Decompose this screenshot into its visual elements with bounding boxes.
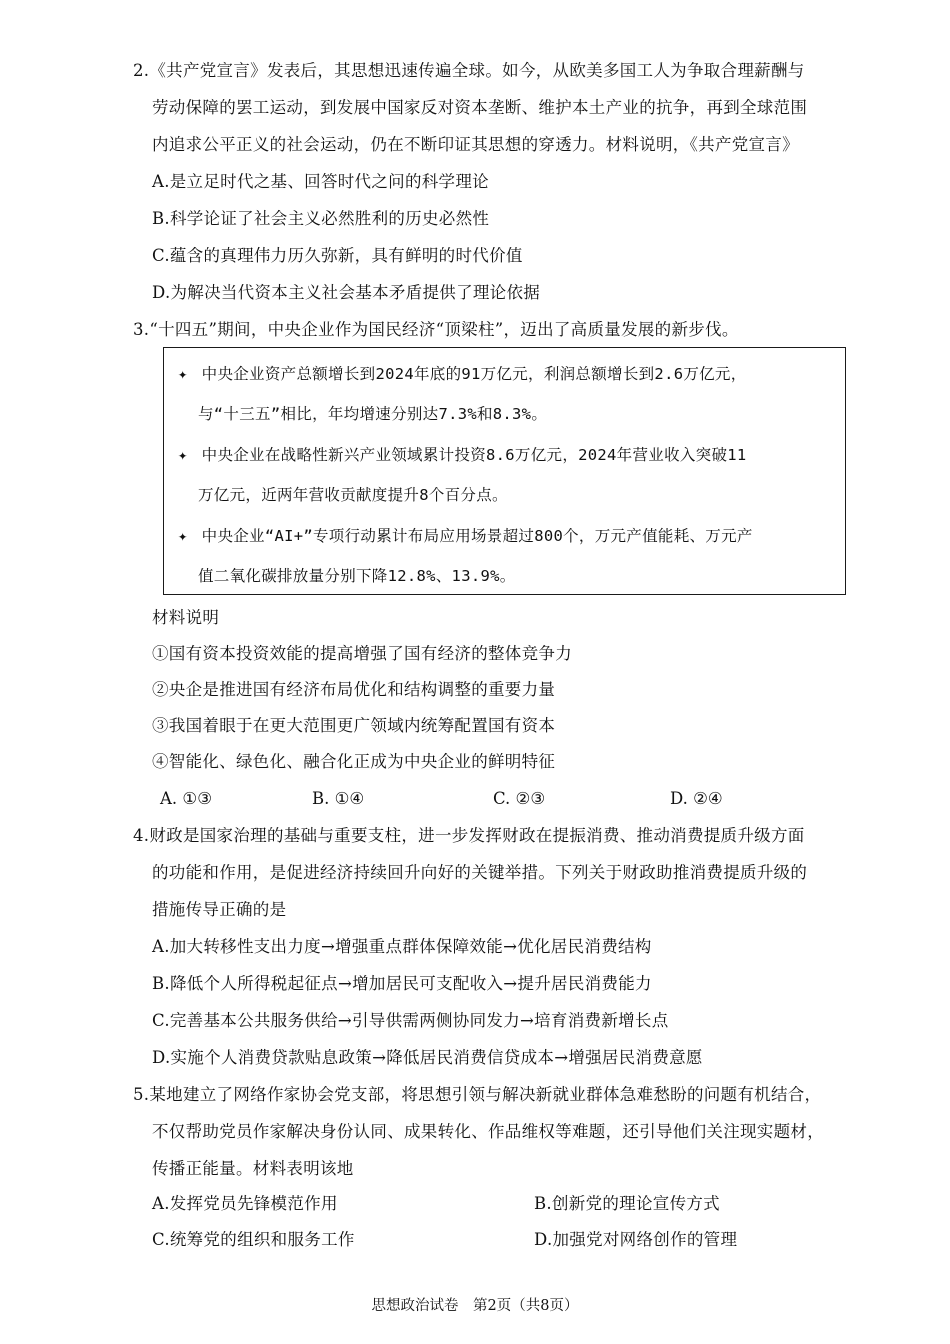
q5-stem-line-2: 不仅帮助党员作家解决身份认同、成果转化、作品维权等难题，还引导他们关注现实题材， — [152, 1122, 824, 1141]
q3-box-item-2-line-1: ✦ 中央企业在战略性新兴产业领域累计投资8.6万亿元，2024年营业收入突破11 — [178, 446, 747, 464]
q3-statement-1: ①国有资本投资效能的提高增强了国有经济的整体竞争力 — [152, 644, 572, 663]
q2-option-c: C.蕴含的真理伟力历久弥新，具有鲜明的时代价值 — [152, 246, 523, 265]
q2-stem-line-2: 劳动保障的罢工运动，到发展中国家反对资本垄断、维护本土产业的抗争，再到全球范围 — [152, 98, 808, 117]
q3-box-item-1-line-1: ✦ 中央企业资产总额增长到2024年底的91万亿元，利润总额增长到2.6万亿元， — [178, 365, 747, 383]
q4-option-d: D.实施个人消费贷款贴息政策→降低居民消费信贷成本→增强居民消费意愿 — [152, 1048, 703, 1067]
q2-stem-line-3: 内追求公平正义的社会运动，仍在不断印证其思想的穿透力。材料说明，《共产党宣言》 — [152, 135, 799, 154]
q3-stem: 3.“十四五”期间，中央企业作为国民经济“顶梁柱”，迈出了高质量发展的新步伐。 — [133, 320, 739, 339]
q2-option-d: D.为解决当代资本主义社会基本矛盾提供了理论依据 — [152, 283, 541, 302]
page-footer: 思想政治试卷 第2页（共8页） — [371, 1298, 579, 1314]
q2-stem-line-1: 2.《共产党宣言》发表后，其思想迅速传遍全球。如今，从欧美多国工人为争取合理薪酬与 — [133, 61, 805, 80]
q3-lead: 材料说明 — [152, 608, 220, 627]
q4-option-a: A.加大转移性支出力度→增强重点群体保障效能→优化居民消费结构 — [152, 937, 652, 956]
q3-statement-3: ③我国着眼于在更大范围更广领域内统筹配置国有资本 — [152, 716, 556, 735]
q3-option-d: D. ②④ — [670, 789, 723, 808]
diamond-bullet-icon: ✦ — [178, 365, 188, 383]
diamond-bullet-icon: ✦ — [178, 446, 188, 464]
q4-stem-line-3: 措施传导正确的是 — [152, 900, 287, 919]
diamond-bullet-icon: ✦ — [178, 527, 188, 545]
q2-option-a: A.是立足时代之基、回答时代之问的科学理论 — [152, 172, 489, 191]
q3-box-item-1-line-2: 与“十三五”相比，年均增速分别达7.3%和8.3%。 — [198, 405, 548, 423]
q3-material-box — [163, 347, 846, 595]
q3-option-c: C. ②③ — [493, 789, 546, 808]
q3-statement-2: ②央企是推进国有经济布局优化和结构调整的重要力量 — [152, 680, 556, 699]
q2-option-b: B.科学论证了社会主义必然胜利的历史必然性 — [152, 209, 490, 228]
q5-option-b: B.创新党的理论宣传方式 — [534, 1194, 720, 1213]
q5-option-c: C.统筹党的组织和服务工作 — [152, 1230, 355, 1249]
q5-stem-line-3: 传播正能量。材料表明该地 — [152, 1159, 354, 1178]
q5-stem-line-1: 5.某地建立了网络作家协会党支部，将思想引领与解决新就业群体急难愁盼的问题有机结合， — [133, 1085, 822, 1104]
q3-option-b: B. ①④ — [312, 789, 365, 808]
q5-option-a: A.发挥党员先锋模范作用 — [152, 1194, 338, 1213]
q5-option-d: D.加强党对网络创作的管理 — [534, 1230, 738, 1249]
q3-box-item-3-line-1: ✦ 中央企业“AI+”专项行动累计布局应用场景超过800个，万元产值能耗、万元产 — [178, 527, 753, 545]
q3-statement-4: ④智能化、绿色化、融合化正成为中央企业的鲜明特征 — [152, 752, 556, 771]
q4-stem-line-2: 的功能和作用，是促进经济持续回升向好的关键举措。下列关于财政助推消费提质升级的 — [152, 863, 808, 882]
q3-box-item-3-line-2: 值二氧化碳排放量分别下降12.8%、13.9%。 — [198, 567, 516, 585]
q3-box-item-2-line-2: 万亿元，近两年营收贡献度提升8个百分点。 — [198, 486, 508, 504]
q4-option-c: C.完善基本公共服务供给→引导供需两侧协同发力→培育消费新增长点 — [152, 1011, 669, 1030]
q4-option-b: B.降低个人所得税起征点→增加居民可支配收入→提升居民消费能力 — [152, 974, 652, 993]
q3-option-a: A. ①③ — [160, 789, 212, 808]
q4-stem-line-1: 4.财政是国家治理的基础与重要支柱，进一步发挥财政在提振消费、推动消费提质升级方面 — [133, 826, 805, 845]
